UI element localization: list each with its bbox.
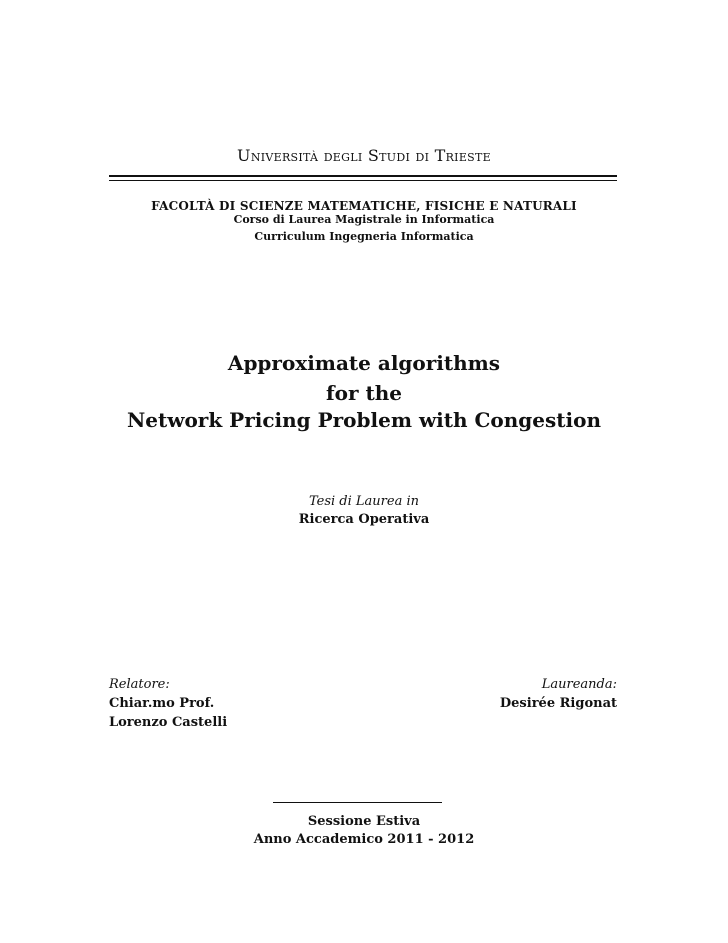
thesis-title-line-3: Network Pricing Problem with Congestion [127,408,601,432]
session-rule [273,802,442,803]
header-rule-thin [109,180,617,181]
student-label: Laureanda: [541,677,617,692]
advisor-title: Chiar.mo Prof. [109,696,215,711]
academic-year: Anno Accademico 2011 - 2012 [253,832,475,847]
thesis-title-line-1: Approximate algorithms [227,351,501,375]
course-name: Corso di Laurea Magistrale in Informatica [233,213,495,226]
student-name: Desirée Rigonat [499,696,617,711]
header-rule-thick [109,175,617,177]
thesis-subject: Ricerca Operativa [298,512,430,527]
session-name: Sessione Estiva [307,814,421,829]
student-block [360,675,617,713]
curriculum-name: Curriculum Ingegneria Informatica [254,230,474,243]
thesis-type: Tesi di Laurea in [308,494,419,509]
university-name: Università degli Studi di Trieste [237,146,491,165]
advisor-name: Lorenzo Castelli [109,715,228,730]
advisor-block [109,675,369,732]
thesis-title-line-2: for the [326,381,402,405]
faculty-name: FACOLTÀ DI SCIENZE MATEMATICHE, FISICHE E NATURALI [151,199,577,213]
advisor-label: Relatore: [109,677,170,692]
